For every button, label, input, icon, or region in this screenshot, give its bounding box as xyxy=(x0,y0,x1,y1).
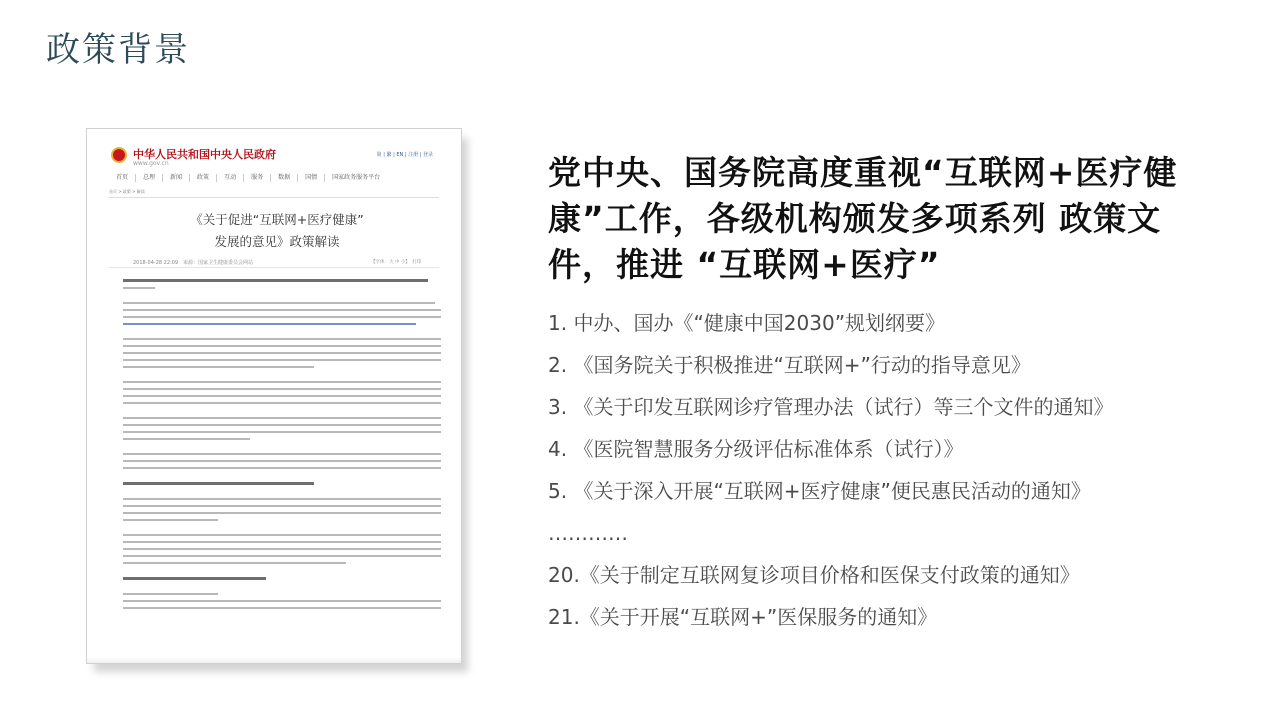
list-item: 4. 《医院智慧服务分级评估标准体系（试行）》 xyxy=(548,437,964,461)
document-nav xyxy=(109,171,459,185)
document-meta: 2018-04-28 22:09 来源：国家卫生健康委员会网站 xyxy=(133,260,254,266)
slide-title: 政策背景 xyxy=(46,30,190,70)
document-nav-item: 数据 xyxy=(271,174,298,182)
document-top-links: 简 | 繁 | EN | 注册 | 登录 xyxy=(376,152,433,158)
document-nav-item: 首页 xyxy=(109,174,136,182)
list-item: 1. 中办、国办《“健康中国2030”规划纲要》 xyxy=(548,311,946,335)
list-item: 21.《关于开展“互联网+”医保服务的通知》 xyxy=(548,605,938,629)
policy-list xyxy=(548,312,1248,648)
list-item: 20.《关于制定互联网复诊项目价格和医保支付政策的通知》 xyxy=(548,563,1080,587)
document-nav-item: 国情 xyxy=(298,174,325,182)
document-site-url: www.gov.cn xyxy=(133,160,169,167)
national-emblem-icon xyxy=(111,147,127,163)
document-breadcrumb: 首页 > 政策 > 解读 xyxy=(109,189,145,194)
list-item: 3. 《关于印发互联网诊疗管理办法（试行）等三个文件的通知》 xyxy=(548,395,1114,419)
document-body-text xyxy=(123,279,441,614)
list-item: 5. 《关于深入开展“互联网+医疗健康”便民惠民活动的通知》 xyxy=(548,479,1091,503)
document-nav-item: 互动 xyxy=(217,174,244,182)
document-meta-tools: 【字体：大 中 小】 打印 xyxy=(371,260,422,265)
document-site-name: 中华人民共和国中央人民政府 xyxy=(133,148,276,161)
document-nav-item: 国家政务服务平台 xyxy=(332,174,381,181)
document-nav-item: 服务 xyxy=(244,174,271,182)
document-header xyxy=(97,141,451,171)
document-divider xyxy=(109,267,439,268)
document-nav-item: 总理 xyxy=(136,174,163,182)
document-screenshot xyxy=(86,128,460,668)
list-ellipsis: ………… xyxy=(548,521,628,545)
list-item: 2. 《国务院关于积极推进“互联网+”行动的指导意见》 xyxy=(548,353,1031,377)
document-divider xyxy=(109,197,439,198)
document-title: 《关于促进“互联网+医疗健康” 发展的意见》政策解读 xyxy=(190,212,364,249)
document-page xyxy=(86,128,462,664)
document-nav-item: 新闻 xyxy=(163,174,190,182)
document-nav-item: 政策 xyxy=(190,174,217,182)
headline: 党中央、国务院高度重视“互联网+医疗健康”工作，各级机构颁发多项系列 政策文件，推进 “互联网+医疗” xyxy=(548,153,1178,284)
